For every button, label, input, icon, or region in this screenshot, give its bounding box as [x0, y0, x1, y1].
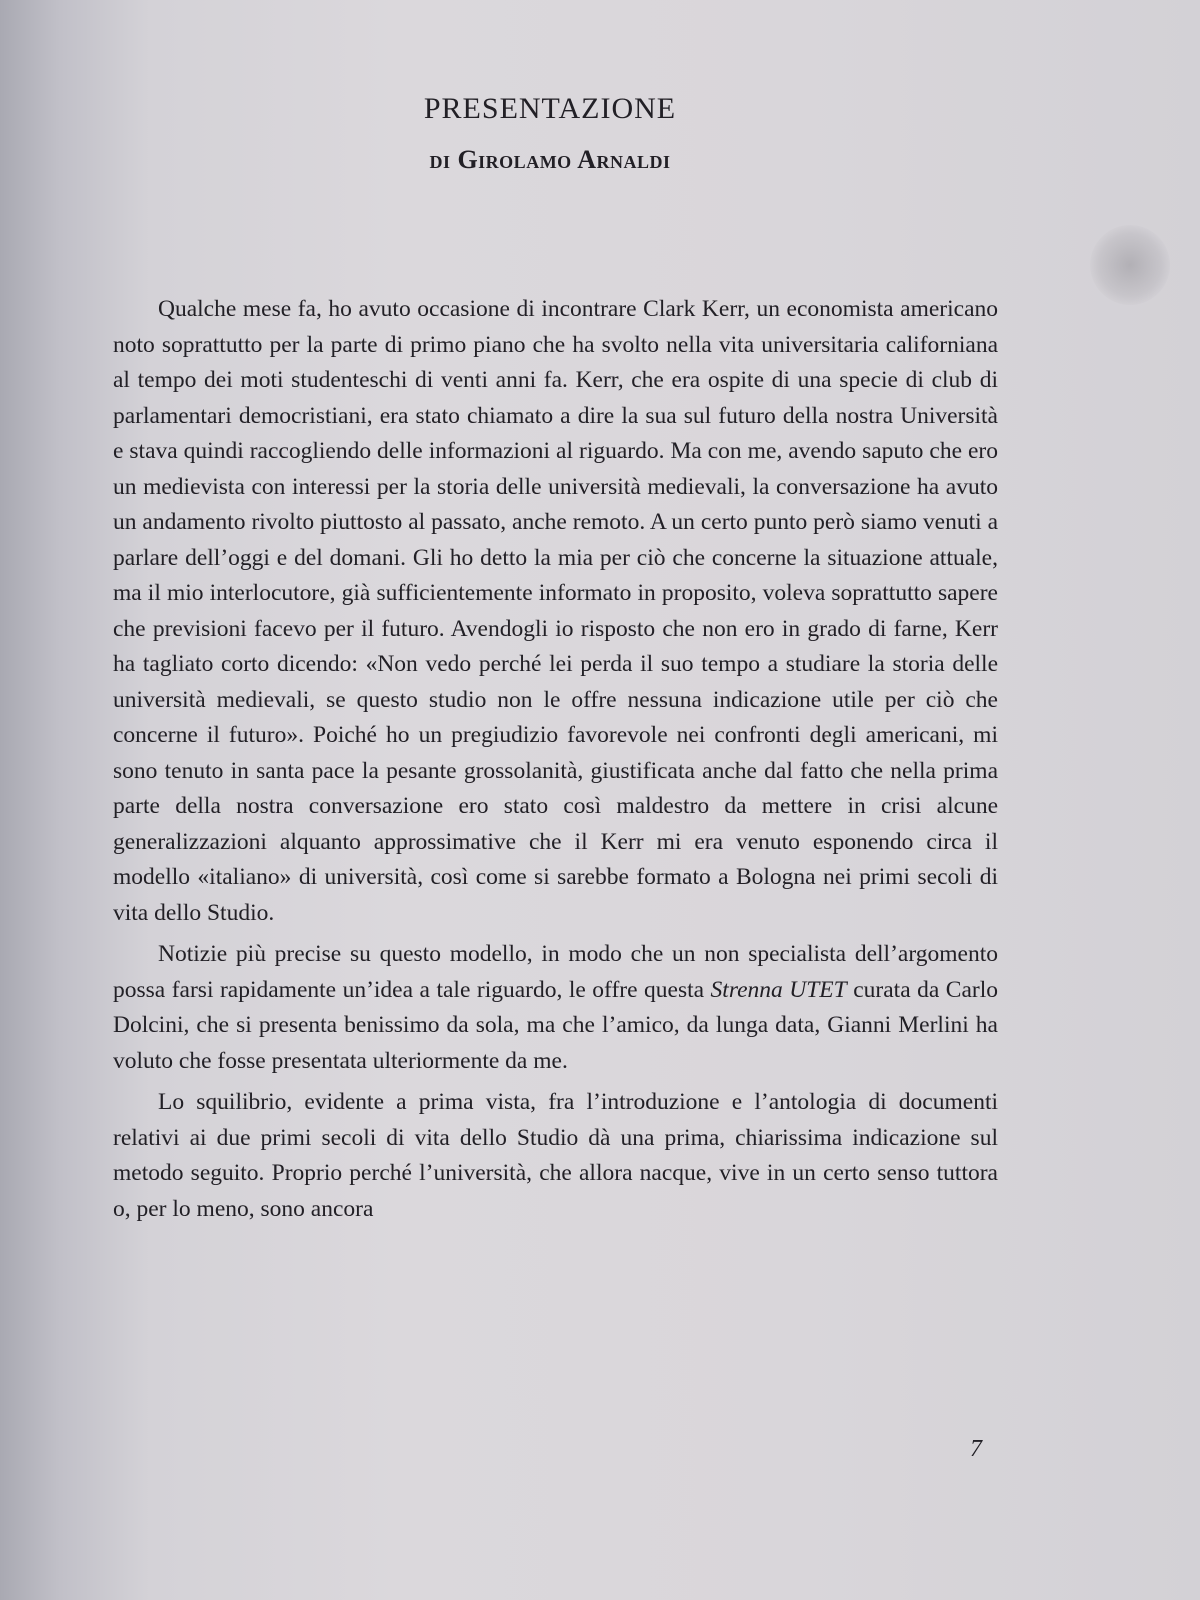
author-line: di Girolamo Arnaldi — [429, 145, 671, 174]
page-number: 7 — [970, 1436, 982, 1462]
paragraph-3-text: Lo squilibrio, evidente a prima vista, fra l’introduzione e l’antologia di documenti relativi ai due primi secoli di vita dello Studio dà una prima, chiarissima indicazione sul metodo seguito. Proprio perché l’università, che allora nacque, vive in un certo senso tuttora o, per lo meno, sono ancora — [113, 1089, 998, 1222]
paragraph-1 — [113, 292, 998, 931]
book-title-italic: Strenna UTET — [710, 976, 847, 1003]
paragraph-3 — [113, 1085, 998, 1227]
body-text — [113, 292, 998, 1233]
paragraph-1-text: Qualche mese fa, ho avuto occasione di incontrare Clark Kerr, un economista americano noto soprattutto per la parte di primo piano che ha svolto nella vita universitaria californiana al tempo dei moti studenteschi di venti anni fa. Kerr, che era ospite di una specie di club di parlamentari democristiani, era stato chiamato a dire la sua sul futuro della nostra Università e stava quindi raccogliendo delle informazioni al riguardo. Ma con me, avendo saputo che ero un medievista con interessi per la storia delle università medievali, la conversazione ha avuto un andamento rivolto piuttosto al passato, anche remoto. A un certo punto però siamo venuti a parlare dell’oggi e del domani. Gli ho detto la mia per ciò che concerne la situazione attuale, ma il mio interlocutore, già sufficientemente informato in proposito, voleva soprattutto sapere che previsioni facevo per il futuro. Avendogli io risposto che non ero in grado di farne, Kerr ha tagliato corto dicendo: «Non vedo perché lei perda il suo tempo a studiare la storia delle università medievali, se questo studio non le offre nessuna indicazione utile per ciò che concerne il futuro». Poiché ho un pregiudizio favorevole nei confronti degli americani, mi sono tenuto in santa pace la pesante grossolanità, giustificata anche dal fatto che nella prima parte della nostra conversazione ero stato così maldestro da mettere in crisi alcune generalizzazioni alquanto approssimative che il Kerr mi era venuto esponendo circa il modello «italiano» di università, così come si sarebbe formato a Bologna nei primi secoli di vita dello Studio. — [113, 296, 998, 926]
paragraph-2 — [113, 937, 998, 1079]
paragraph-2-text-end: curata da Carlo Dolcini, che si presenta benissimo da sola, ma che l’amico, da lunga data, Gianni Merlini ha voluto che fosse presentata ulteriormente da me. — [113, 976, 998, 1074]
paragraph-2-text-start: Notizie più precise su questo modello, in modo che un non specialista dell’argomento possa farsi rapidamente un’idea a tale riguardo, le offre questa — [113, 941, 998, 1003]
page-title: PRESENTAZIONE — [423, 92, 677, 125]
